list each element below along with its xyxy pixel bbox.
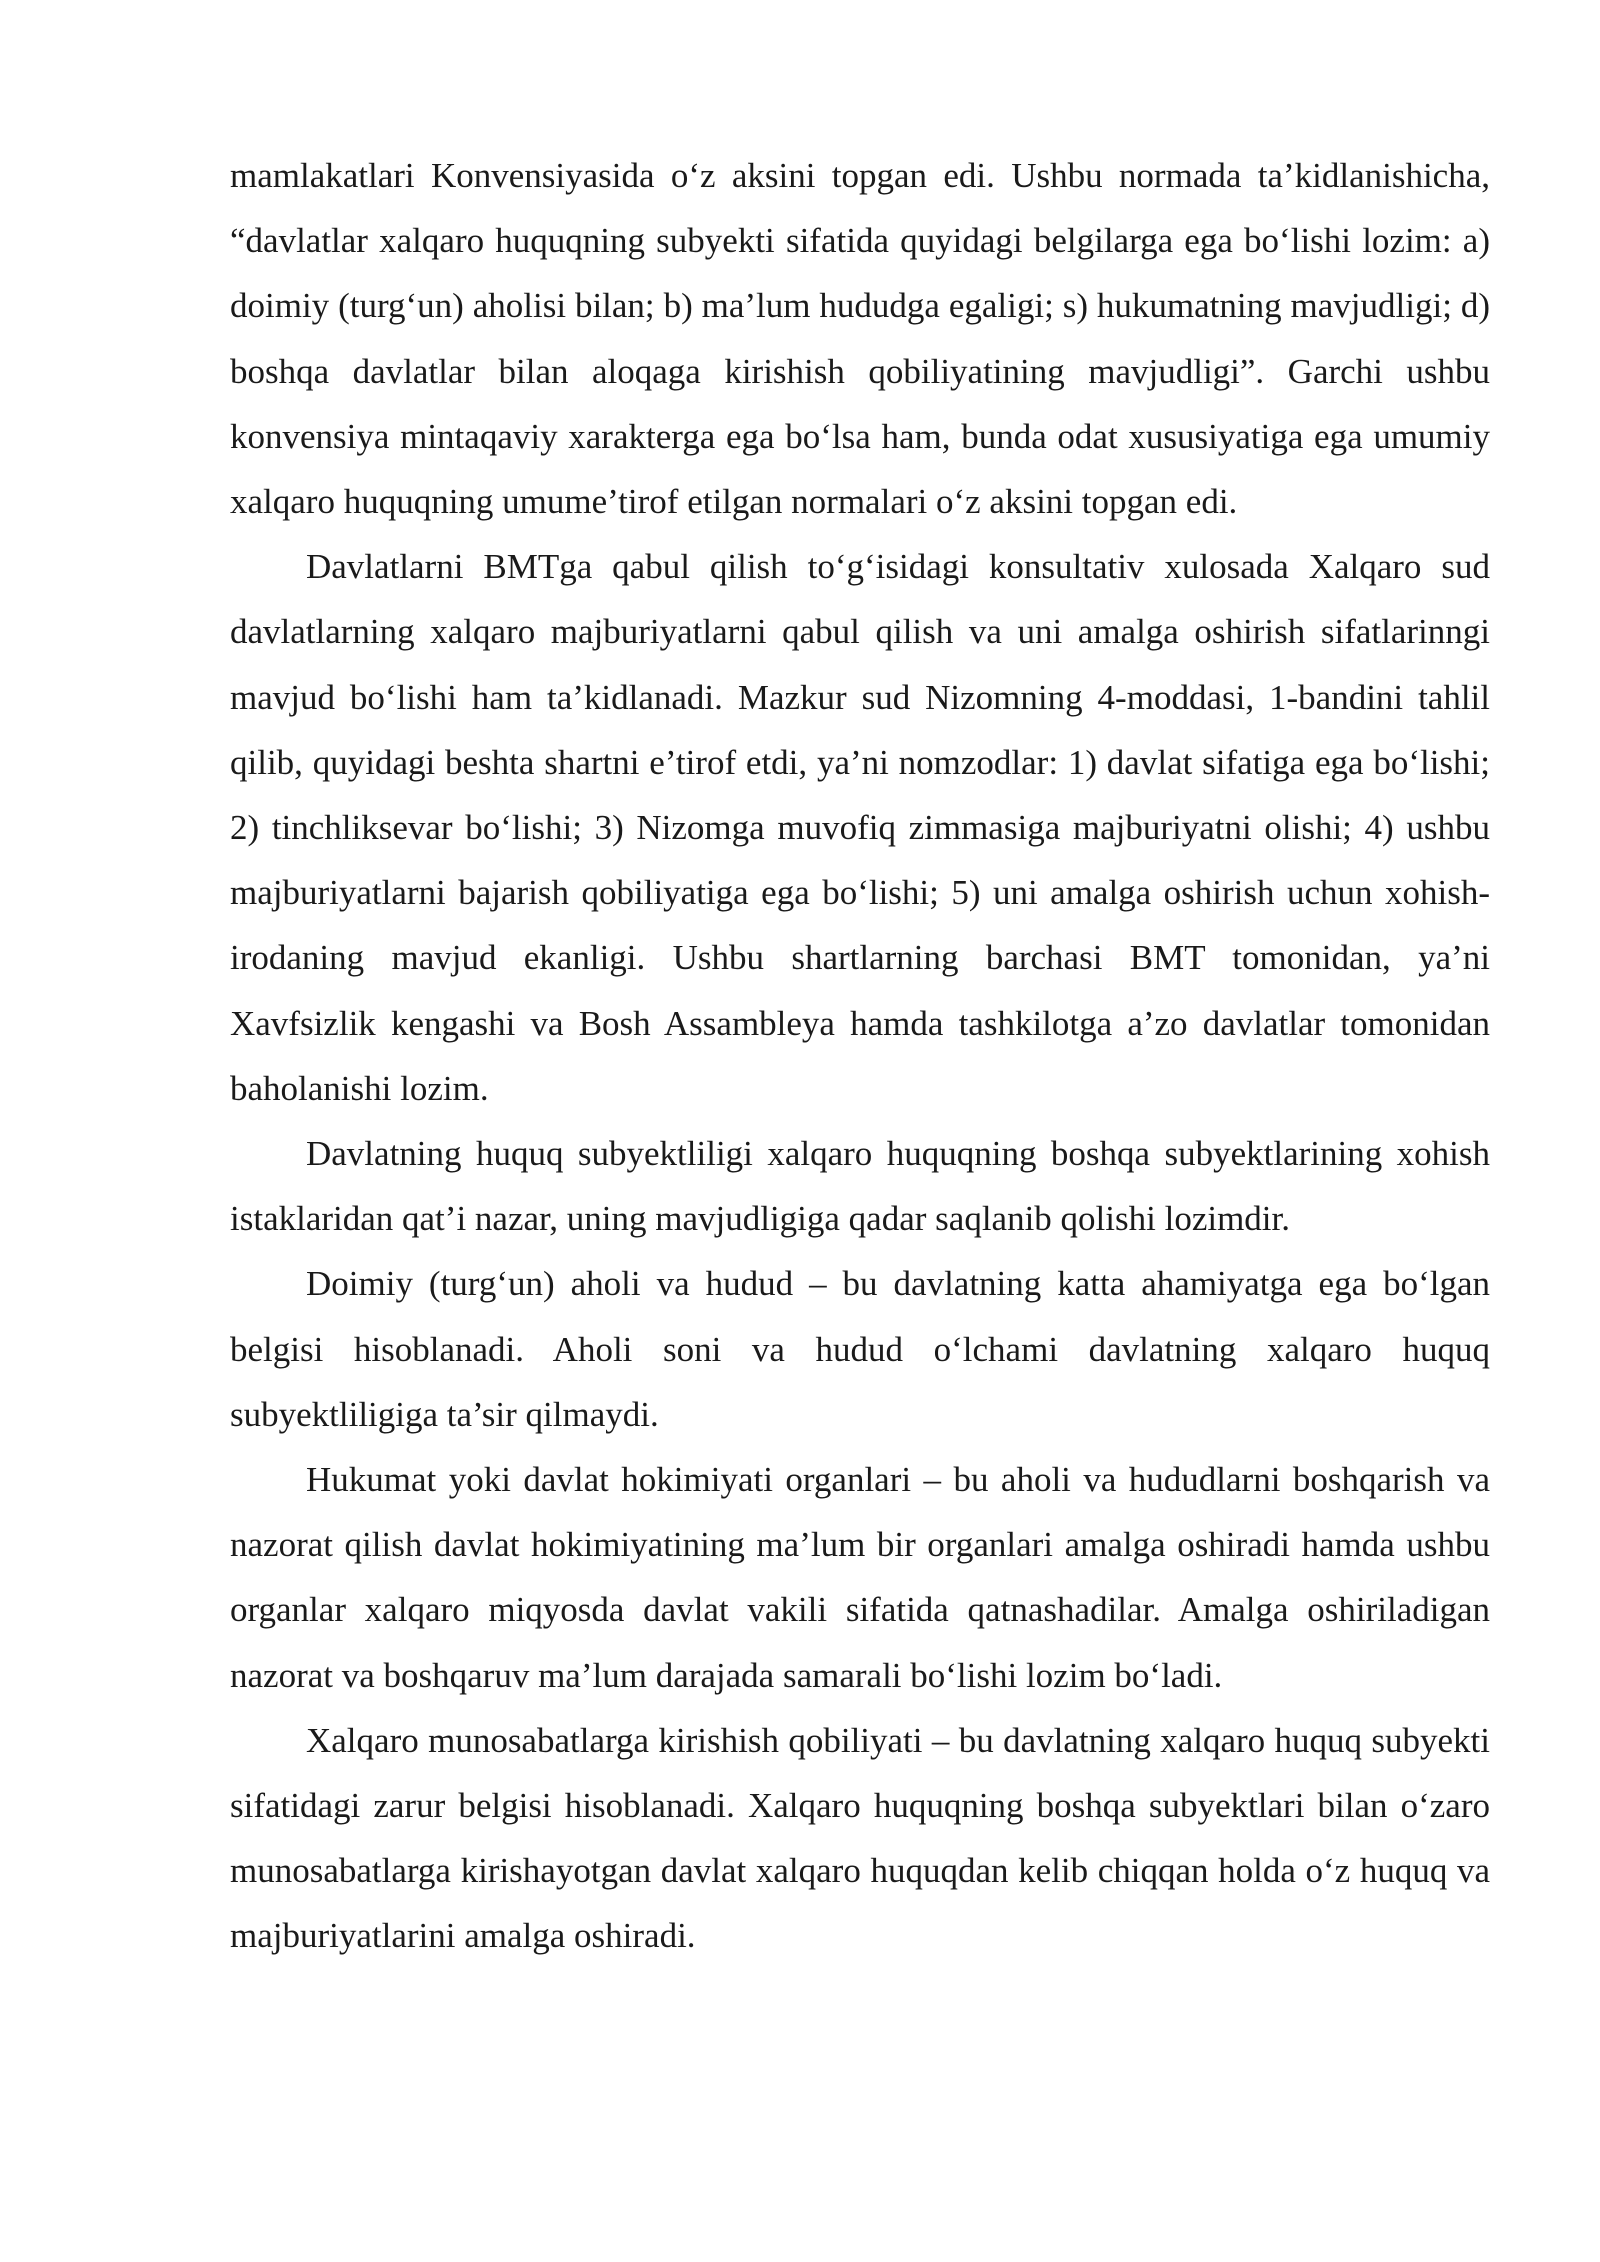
- paragraph: Doimiy (turg‘un) aholi va hudud – bu davlatning katta ahamiyatga ega bo‘lgan belgisi hisoblanadi. Aholi soni va hudud o‘lchami davlatning xalqaro huquq subyektliligiga ta’sir qilmaydi.: [230, 1264, 1490, 1434]
- paragraph: Hukumat yoki davlat hokimiyati organlari – bu aholi va hududlarni boshqarish va nazorat qilish davlat hokimiyatining ma’lum bir organlari amalga oshiradi hamda ushbu organlar xalqaro miqyosda davlat vakili sifatida qatnashadilar. Amalga oshiriladigan nazorat va boshqaruv ma’lum darajada samarali bo‘lishi lozim bo‘ladi.: [230, 1460, 1490, 1695]
- document-body: [230, 143, 1490, 1969]
- paragraph: mamlakatlari Konvensiyasida o‘z aksini topgan edi. Ushbu normada ta’kidlanishicha, “davlatlar xalqaro huquqning subyekti sifatida quyidagi belgilarga ega bo‘lishi lozim: a) doimiy (turg‘un) aholisi bilan; b) ma’lum hududga egaligi; s) hukumatning mavjudligi; d) boshqa davlatlar bilan aloqaga kirishish qobiliyatining mavjudligi”. Garchi ushbu konvensiya mintaqaviy xarakterga ega bo‘lsa ham, bunda odat xususiyatiga ega umumiy xalqaro huquqning umume’tirof etilgan normalari o‘z aksini topgan edi.: [230, 156, 1490, 522]
- paragraph: Davlatlarni BMTga qabul qilish to‘g‘isidagi konsultativ xulosada Xalqaro sud davlatlarning xalqaro majburiyatlarni qabul qilish va uni amalga oshirish sifatlarinngi mavjud bo‘lishi ham ta’kidlanadi. Mazkur sud Nizomning 4-moddasi, 1-bandini tahlil qilib, quyidagi beshta shartni e’tirof etdi, ya’ni nomzodlar: 1) davlat sifatiga ega bo‘lishi; 2) tinchliksevar bo‘lishi; 3) Nizomga muvofiq zimmasiga majburiyatni olishi; 4) ushbu majburiyatlarni bajarish qobiliyatiga ega bo‘lishi; 5) uni amalga oshirish uchun xohish-irodaning mavjud ekanligi. Ushbu shartlarning barchasi BMT tomonidan, ya’ni Xavfsizlik kengashi va Bosh Assambleya hamda tashkilotga a’zo davlatlar tomonidan baholanishi lozim.: [230, 547, 1490, 1108]
- paragraph: Xalqaro munosabatlarga kirishish qobiliyati – bu davlatning xalqaro huquq subyekti sifatidagi zarur belgisi hisoblanadi. Xalqaro huquqning boshqa subyektlari bilan o‘zaro munosabatlarga kirishayotgan davlat xalqaro huquqdan kelib chiqqan holda o‘z huquq va majburiyatlarini amalga oshiradi.: [230, 1720, 1490, 1956]
- paragraph: Davlatning huquq subyektliligi xalqaro huquqning boshqa subyektlarining xohish istaklaridan qat’i nazar, uning mavjudligiga qadar saqlanib qolishi lozimdir.: [230, 1134, 1490, 1239]
